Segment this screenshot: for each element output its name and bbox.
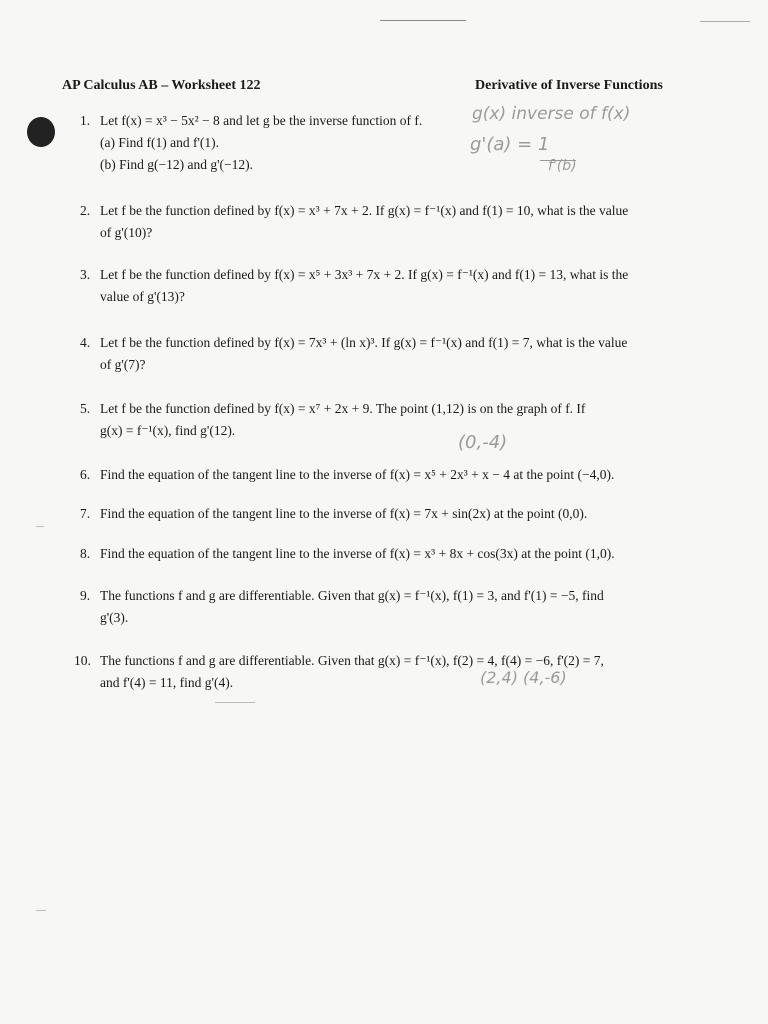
- question-2: [80, 200, 628, 244]
- question-text: of g'(10)?: [100, 225, 153, 240]
- question-text: The functions f and g are differentiable. Given that g(x) = f⁻¹(x), f(2) = 4, f(4) = −6, f'(2) = 7,: [100, 653, 604, 668]
- question-text: Find the equation of the tangent line to the inverse of f(x) = x⁵ + 2x³ + x − 4 at the point (−4,0).: [100, 467, 615, 482]
- question-part: (a) Find f(1) and f'(1).: [100, 135, 220, 150]
- punch-hole: [27, 117, 55, 147]
- question-text: g(x) = f⁻¹(x), find g'(12).: [100, 423, 236, 438]
- question-number: 1.: [80, 113, 91, 128]
- scan-smudge: [215, 702, 255, 703]
- handwritten-note: f'(b): [548, 158, 577, 174]
- question-text: value of g'(13)?: [100, 289, 185, 304]
- question-1: [80, 110, 422, 176]
- question-text: Find the equation of the tangent line to the inverse of f(x) = x³ + 8x + cos(3x) at the point (1,0).: [100, 546, 615, 561]
- question-number: 6.: [80, 467, 91, 482]
- question-8: [80, 543, 615, 565]
- handwritten-note: (0,-4): [458, 432, 508, 453]
- question-number: 2.: [80, 203, 91, 218]
- question-text: g'(3).: [100, 610, 129, 625]
- worksheet-title: AP Calculus AB – Worksheet 122: [62, 78, 261, 93]
- scan-artifact-line: [380, 20, 466, 21]
- question-number: 10.: [74, 653, 91, 668]
- handwritten-note: g(x) inverse of f(x): [472, 104, 631, 124]
- question-number: 4.: [80, 335, 91, 350]
- question-9: [80, 585, 604, 629]
- question-10: [74, 650, 604, 694]
- question-text: Let f(x) = x³ − 5x² − 8 and let g be the inverse function of f.: [100, 113, 423, 128]
- question-3: [80, 264, 628, 308]
- question-text: Let f be the function defined by f(x) = x⁵ + 3x³ + 7x + 2. If g(x) = f⁻¹(x) and f(1) = 13, what is the: [100, 267, 629, 282]
- question-6: [80, 464, 614, 486]
- question-4: [80, 332, 627, 376]
- question-text: Let f be the function defined by f(x) = x³ + 7x + 2. If g(x) = f⁻¹(x) and f(1) = 10, what is the value: [100, 203, 629, 218]
- question-text: Let f be the function defined by f(x) = 7x³ + (ln x)³. If g(x) = f⁻¹(x) and f(1) = 7, what is the value: [100, 335, 628, 350]
- scan-smudge: [36, 526, 44, 527]
- question-part: (b) Find g(−12) and g'(−12).: [100, 157, 254, 172]
- question-text: of g'(7)?: [100, 357, 146, 372]
- handwritten-note: g'(a) = 1: [470, 134, 550, 155]
- handwritten-note: (2,4) (4,-6): [480, 668, 567, 687]
- question-number: 3.: [80, 267, 91, 282]
- scan-artifact-line: [700, 21, 750, 22]
- question-number: 9.: [80, 588, 91, 603]
- question-text: and f'(4) = 11, find g'(4).: [100, 675, 234, 690]
- question-text: The functions f and g are differentiable. Given that g(x) = f⁻¹(x), f(1) = 3, and f'(1) = −5, find: [100, 588, 604, 603]
- question-5: [80, 398, 585, 442]
- scan-smudge: [36, 910, 46, 911]
- question-text: Let f be the function defined by f(x) = x⁷ + 2x + 9. The point (1,12) is on the graph of f. If: [100, 401, 586, 416]
- question-number: 8.: [80, 546, 91, 561]
- worksheet-topic: Derivative of Inverse Functions: [475, 78, 663, 93]
- question-text: Find the equation of the tangent line to the inverse of f(x) = 7x + sin(2x) at the point (0,0).: [100, 506, 588, 521]
- question-number: 5.: [80, 401, 91, 416]
- question-number: 7.: [80, 506, 91, 521]
- question-7: [80, 503, 587, 525]
